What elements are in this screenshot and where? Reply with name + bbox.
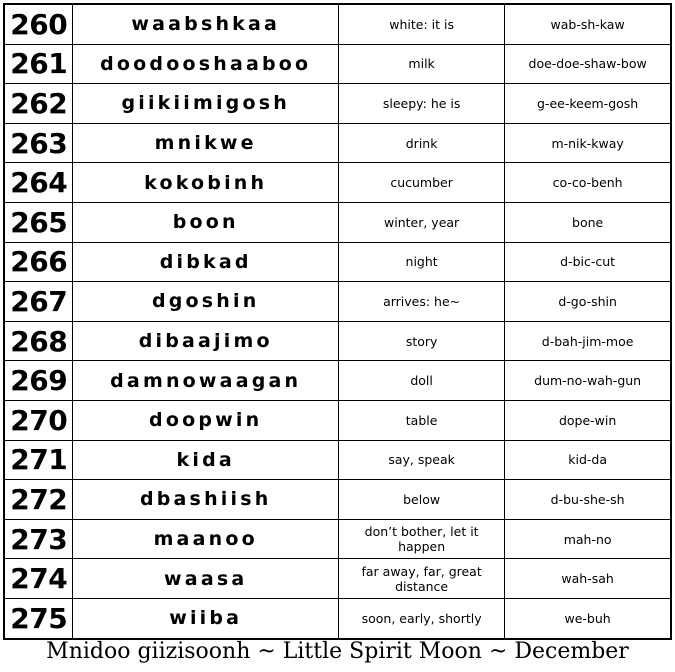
entry-number: 266: [4, 242, 73, 282]
pronunciation: g-ee-keem-gosh: [505, 84, 671, 124]
entry-number: 265: [4, 202, 73, 242]
ojibwe-word: dibaajimo: [73, 321, 339, 361]
ojibwe-word: kokobinh: [73, 163, 339, 203]
ojibwe-word: waasa: [73, 559, 339, 599]
english-meaning: far away, far, great distance: [339, 559, 505, 599]
english-meaning: say, speak: [339, 440, 505, 480]
table-row: [4, 559, 671, 599]
pronunciation: d-bu-she-sh: [505, 480, 671, 520]
ojibwe-word: waabshkaa: [73, 4, 339, 44]
vocabulary-table: [3, 3, 672, 640]
ojibwe-word: maanoo: [73, 519, 339, 559]
pronunciation: d-go-shin: [505, 282, 671, 322]
ojibwe-word: wiiba: [73, 598, 339, 638]
table-row: [4, 440, 671, 480]
ojibwe-word: doodooshaaboo: [73, 44, 339, 84]
english-meaning: night: [339, 242, 505, 282]
english-meaning: winter, year: [339, 202, 505, 242]
ojibwe-word: damnowaagan: [73, 361, 339, 401]
vocabulary-table-body: [4, 4, 671, 639]
entry-number: 267: [4, 282, 73, 322]
english-meaning: drink: [339, 123, 505, 163]
english-meaning: white: it is: [339, 4, 505, 44]
table-row: [4, 84, 671, 124]
entry-number: 272: [4, 480, 73, 520]
entry-number: 273: [4, 519, 73, 559]
entry-number: 263: [4, 123, 73, 163]
table-row: [4, 242, 671, 282]
ojibwe-word: boon: [73, 202, 339, 242]
table-row: [4, 4, 671, 44]
english-meaning: table: [339, 400, 505, 440]
pronunciation: dum-no-wah-gun: [505, 361, 671, 401]
entry-number: 268: [4, 321, 73, 361]
english-meaning: story: [339, 321, 505, 361]
table-row: [4, 321, 671, 361]
ojibwe-word: dbashiish: [73, 480, 339, 520]
english-meaning: arrives: he~: [339, 282, 505, 322]
ojibwe-word: kida: [73, 440, 339, 480]
table-row: [4, 480, 671, 520]
pronunciation: wab-sh-kaw: [505, 4, 671, 44]
pronunciation: co-co-benh: [505, 163, 671, 203]
english-meaning: don’t bother, let it happen: [339, 519, 505, 559]
pronunciation: d-bic-cut: [505, 242, 671, 282]
ojibwe-word: dgoshin: [73, 282, 339, 322]
entry-number: 270: [4, 400, 73, 440]
entry-number: 260: [4, 4, 73, 44]
table-row: [4, 282, 671, 322]
table-row: [4, 519, 671, 559]
english-meaning: doll: [339, 361, 505, 401]
english-meaning: below: [339, 480, 505, 520]
pronunciation: wah-sah: [505, 559, 671, 599]
pronunciation: d-bah-jim-moe: [505, 321, 671, 361]
english-meaning: cucumber: [339, 163, 505, 203]
pronunciation: m-nik-kway: [505, 123, 671, 163]
pronunciation: dope-win: [505, 400, 671, 440]
pronunciation: doe-doe-shaw-bow: [505, 44, 671, 84]
ojibwe-word: dibkad: [73, 242, 339, 282]
pronunciation: bone: [505, 202, 671, 242]
pronunciation: kid-da: [505, 440, 671, 480]
entry-number: 262: [4, 84, 73, 124]
table-row: [4, 163, 671, 203]
entry-number: 275: [4, 598, 73, 638]
entry-number: 274: [4, 559, 73, 599]
table-row: [4, 400, 671, 440]
entry-number: 271: [4, 440, 73, 480]
table-row: [4, 598, 671, 638]
pronunciation: mah-no: [505, 519, 671, 559]
entry-number: 269: [4, 361, 73, 401]
table-row: [4, 361, 671, 401]
ojibwe-word: doopwin: [73, 400, 339, 440]
pronunciation: we-buh: [505, 598, 671, 638]
table-row: [4, 123, 671, 163]
entry-number: 264: [4, 163, 73, 203]
ojibwe-word: giikiimigosh: [73, 84, 339, 124]
entry-number: 261: [4, 44, 73, 84]
table-row: [4, 44, 671, 84]
ojibwe-word: mnikwe: [73, 123, 339, 163]
english-meaning: sleepy: he is: [339, 84, 505, 124]
footer-caption: Mnidoo giizisoonh ~ Little Spirit Moon ~ December: [46, 639, 629, 664]
english-meaning: milk: [339, 44, 505, 84]
english-meaning: soon, early, shortly: [339, 598, 505, 638]
table-row: [4, 202, 671, 242]
